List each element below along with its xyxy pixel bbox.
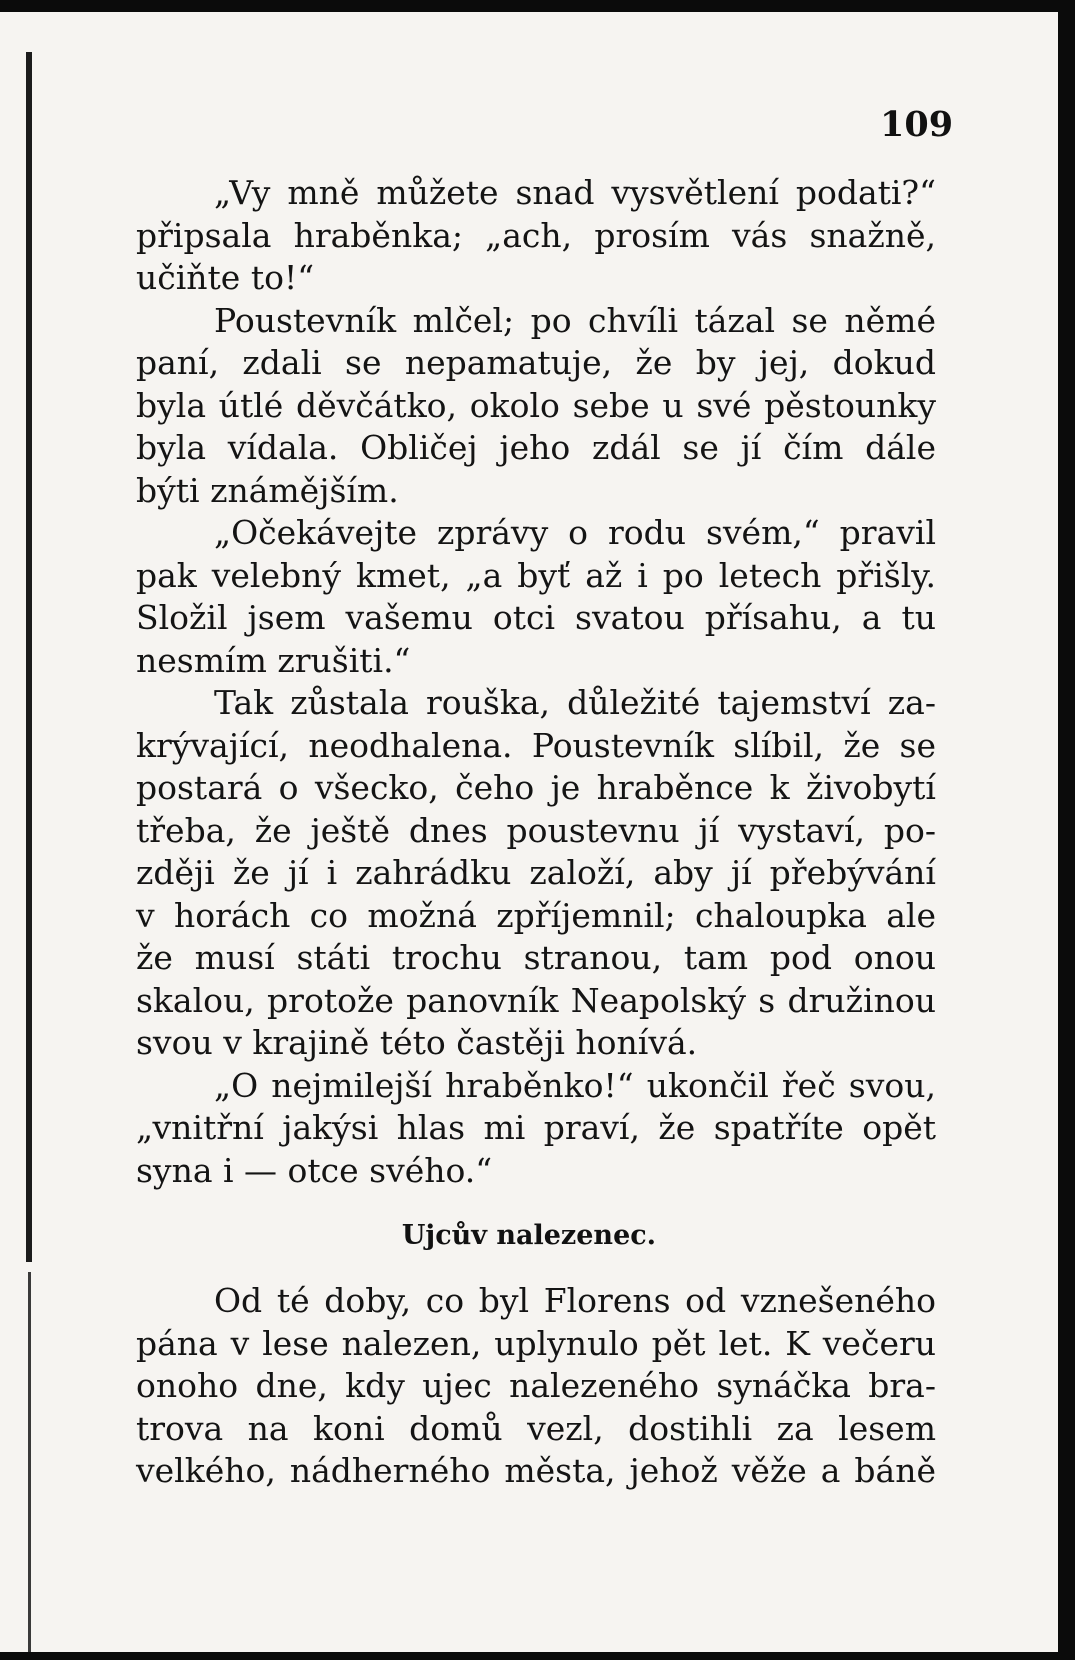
text-line: připsala hraběnka; „ach, prosím vás snažně, bbox=[136, 215, 936, 255]
text-line: nesmím zrušiti.“ bbox=[136, 640, 411, 680]
text-line: onoho dne, kdy ujec nalezeného synáčka bra- bbox=[136, 1366, 936, 1405]
text-line: paní, zdali se nepamatuje, že by jej, dokud bbox=[136, 343, 936, 382]
text-line: „Očekávejte zprávy o rodu svém,“ pravil bbox=[214, 513, 936, 552]
text-line: velkého, nádherného města, jehož věže a báně bbox=[136, 1451, 936, 1490]
text-line: „vnitřní jakýsi hlas mi praví, že spatříte opět bbox=[136, 1108, 936, 1147]
text-line: krývající, neodhalena. Poustevník slíbil, že se bbox=[136, 725, 936, 765]
text-line: postará o všecko, čeho je hraběnce k živobytí bbox=[136, 768, 936, 807]
text-line: „Vy mně můžete snad vysvětlení podati?“ bbox=[214, 173, 936, 212]
text-line: třeba, že ještě dnes poustevnu jí vystaví, po- bbox=[136, 810, 936, 850]
text-line: býti známějším. bbox=[136, 470, 399, 510]
book-page bbox=[0, 12, 1058, 1652]
text-line: učiňte to!“ bbox=[136, 258, 315, 297]
text-line: Tak zůstala rouška, důležité tajemství za- bbox=[214, 683, 936, 722]
text-line: pak velebný kmet, „a byť až i po letech přišly. bbox=[136, 555, 936, 595]
text-line: byla vídala. Obličej jeho zdál se jí čím dále bbox=[136, 428, 936, 467]
text-line: v horách co možná zpříjemnil; chaloupka ale bbox=[136, 895, 936, 935]
text-line: „O nejmilejší hraběnko!“ ukončil řeč svou, bbox=[214, 1065, 936, 1105]
page-number: 109 bbox=[880, 104, 954, 145]
text-line: svou v krajině této častěji honívá. bbox=[136, 1023, 698, 1062]
text-line: syna i — otce svého.“ bbox=[136, 1150, 493, 1190]
binding-edge bbox=[26, 52, 32, 1262]
text-line: trova na koni domů vezl, dostihli za lesem bbox=[136, 1408, 936, 1448]
text-line: pána v lese nalezen, uplynulo pět let. K večeru bbox=[136, 1323, 936, 1363]
section-title: Ujcův nalezenec. bbox=[401, 1220, 657, 1251]
body-text bbox=[136, 172, 936, 1192]
text-line: že musí státi trochu stranou, tam pod onou bbox=[136, 938, 936, 977]
scan-edge bbox=[1061, 0, 1075, 1660]
text-line: byla útlé děvčátko, okolo sebe u své pěstounky bbox=[136, 385, 936, 425]
binding-edge-lower bbox=[28, 1272, 31, 1652]
text-line: Od té doby, co byl Florens od vznešeného bbox=[214, 1281, 936, 1320]
section-body-text bbox=[136, 1280, 936, 1493]
text-line: Poustevník mlčel; po chvíli tázal se němé bbox=[214, 300, 936, 340]
text-line: zději že jí i zahrádku založí, aby jí přebývání bbox=[136, 853, 936, 892]
text-line: Složil jsem vašemu otci svatou přísahu, a tu bbox=[136, 598, 936, 637]
text-line: skalou, protože panovník Neapolský s družinou bbox=[136, 980, 936, 1020]
